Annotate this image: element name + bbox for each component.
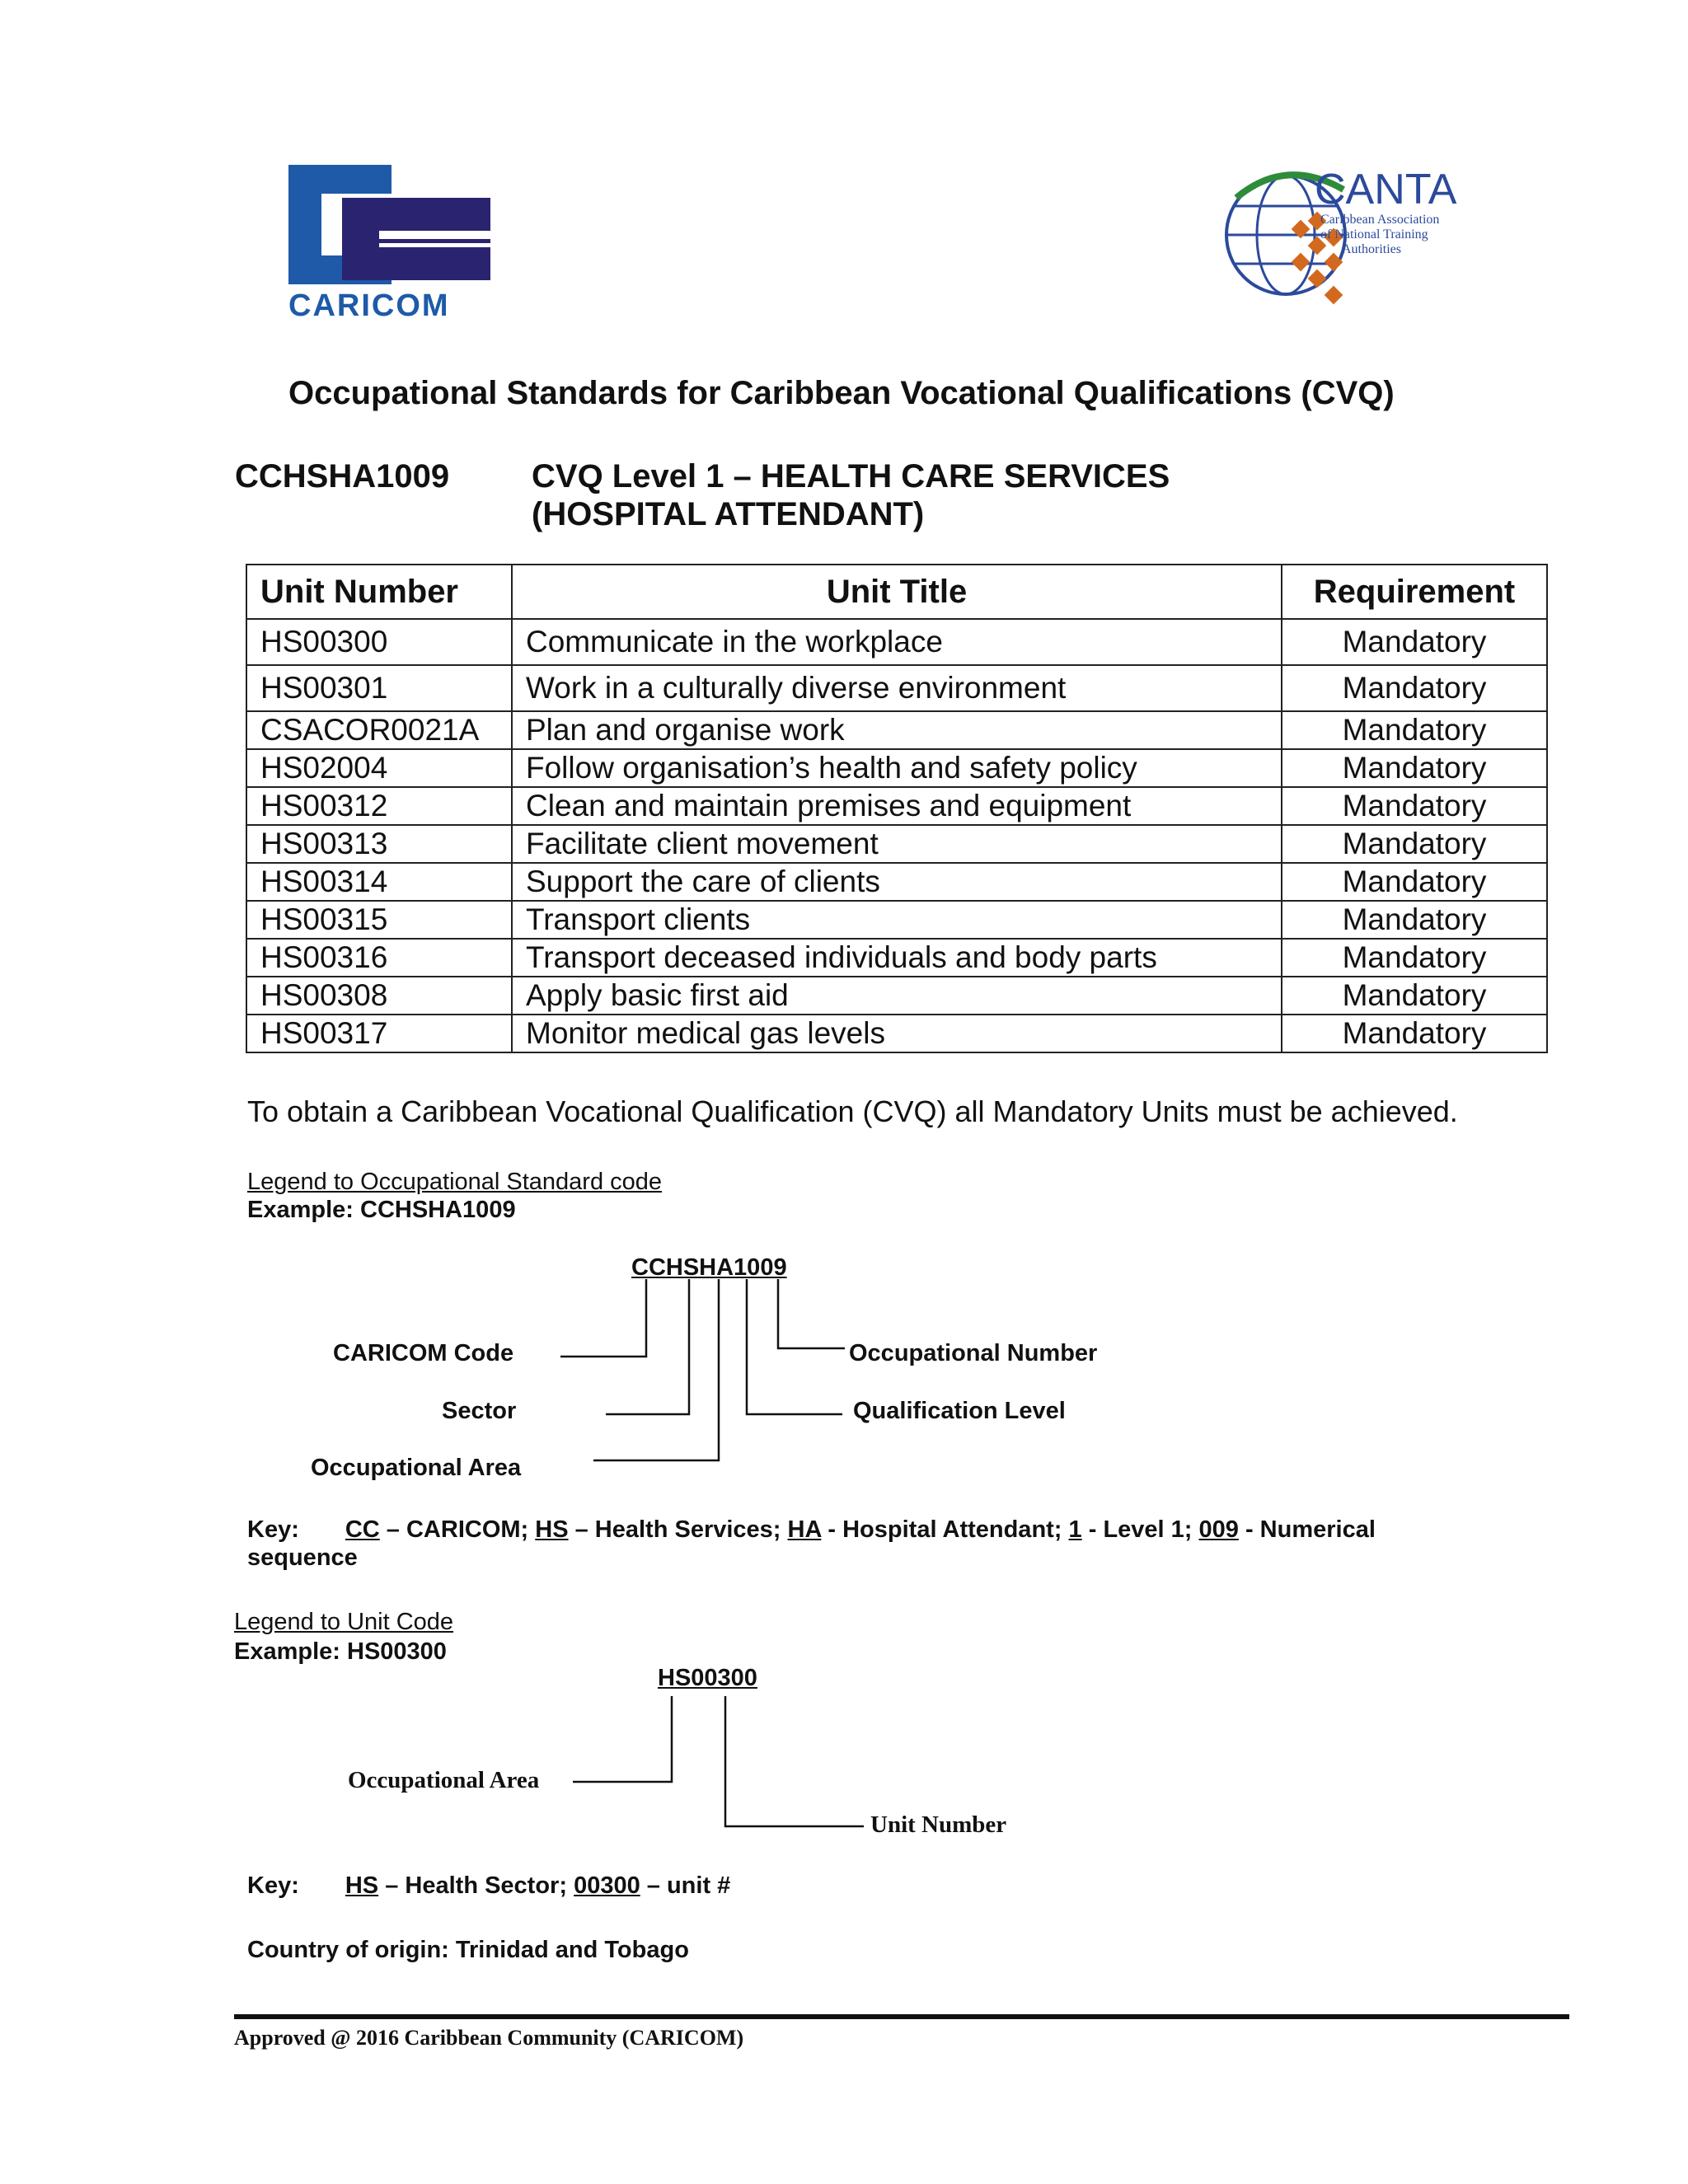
unit-requirement: Mandatory: [1282, 863, 1547, 901]
header-requirement: Requirement: [1282, 565, 1547, 619]
unit-number: HS00312: [246, 787, 512, 825]
legend-standard-example: Example: CCHSHA1009: [247, 1197, 516, 1223]
unit-key: [247, 1872, 730, 1900]
key-hs: HS: [535, 1516, 569, 1543]
key-cc: CC: [345, 1516, 380, 1543]
header-unit-title: Unit Title: [512, 565, 1282, 619]
unit-title: Transport deceased individuals and body parts: [512, 939, 1282, 977]
label-occupational-area: Occupational Area: [311, 1455, 522, 1481]
unit-title: Facilitate client movement: [512, 825, 1282, 863]
unit-title: Support the care of clients: [512, 863, 1282, 901]
unit-title: Work in a culturally diverse environment: [512, 665, 1282, 711]
legend-unit-title: Legend to Unit Code: [234, 1609, 454, 1635]
unit-requirement: Mandatory: [1282, 619, 1547, 665]
unit-number: HS00314: [246, 863, 512, 901]
caricom-logo-text: CARICOM: [288, 288, 450, 323]
unit-number: HS00301: [246, 665, 512, 711]
unit-requirement: Mandatory: [1282, 665, 1547, 711]
unit-requirement: Mandatory: [1282, 787, 1547, 825]
unit-key-num: 00300: [574, 1872, 640, 1899]
canta-logo-subtitle-2: of National Training: [1320, 227, 1428, 241]
label-unit-number: Unit Number: [870, 1811, 1007, 1838]
legend-standard-title: Legend to Occupational Standard code: [247, 1169, 663, 1195]
key-seq-desc: - Numerical: [1238, 1516, 1376, 1543]
key-level-desc: - Level 1;: [1081, 1516, 1199, 1543]
unit-number: HS00317: [246, 1015, 512, 1052]
unit-number: HS00308: [246, 977, 512, 1015]
label-qualification-level: Qualification Level: [853, 1398, 1066, 1424]
unit-key-hs: HS: [345, 1872, 379, 1899]
label-sector: Sector: [442, 1398, 517, 1424]
qualification-title-line1: CVQ Level 1 – HEALTH CARE SERVICES: [532, 458, 1170, 494]
label-occupational-number: Occupational Number: [849, 1340, 1098, 1366]
unit-requirement: Mandatory: [1282, 939, 1547, 977]
unit-number: HS00316: [246, 939, 512, 977]
standard-key: [247, 1516, 1376, 1544]
unit-number: HS00313: [246, 825, 512, 863]
unit-requirement: Mandatory: [1282, 1015, 1547, 1052]
standard-key-label: Key:: [247, 1516, 299, 1543]
canta-logo-text: CANTA: [1315, 166, 1457, 213]
unit-requirement: Mandatory: [1282, 901, 1547, 939]
unit-number: HS00300: [246, 619, 512, 665]
legend-unit-example: Example: HS00300: [234, 1638, 447, 1665]
unit-key-label: Key:: [247, 1872, 299, 1899]
canta-logo-subtitle-3: Authorities: [1342, 242, 1401, 256]
footer-divider: [234, 2014, 1569, 2019]
unit-title: Follow organisation’s health and safety policy: [512, 749, 1282, 787]
key-cc-desc: – CARICOM;: [379, 1516, 536, 1543]
unit-title: Transport clients: [512, 901, 1282, 939]
qualification-title-line2: (HOSPITAL ATTENDANT): [532, 496, 925, 532]
document-title: Occupational Standards for Caribbean Vocational Qualifications (CVQ): [288, 375, 1395, 411]
mandatory-note: To obtain a Caribbean Vocational Qualification (CVQ) all Mandatory Units must be achieved.: [247, 1094, 1458, 1128]
key-ha: HA: [787, 1516, 822, 1543]
label-unit-occupational-area: Occupational Area: [348, 1767, 540, 1793]
key-hs-desc: – Health Services;: [568, 1516, 788, 1543]
standard-key-line2: sequence: [247, 1544, 358, 1571]
label-caricom-code: CARICOM Code: [333, 1340, 514, 1366]
unit-number: HS00315: [246, 901, 512, 939]
footer-approval: Approved @ 2016 Caribbean Community (CARICOM): [234, 2026, 744, 2050]
unit-requirement: Mandatory: [1282, 749, 1547, 787]
qualification-code: CCHSHA1009: [235, 458, 450, 494]
unit-title: Apply basic first aid: [512, 977, 1282, 1015]
unit-title: Communicate in the workplace: [512, 619, 1282, 665]
unit-key-hs-desc: – Health Sector;: [378, 1872, 574, 1899]
country-of-origin: Country of origin: Trinidad and Tobago: [247, 1937, 689, 1963]
header-unit-number: Unit Number: [246, 565, 512, 619]
unit-title: Monitor medical gas levels: [512, 1015, 1282, 1052]
unit-title: Clean and maintain premises and equipment: [512, 787, 1282, 825]
key-ha-desc: - Hospital Attendant;: [821, 1516, 1069, 1543]
key-level: 1: [1068, 1516, 1082, 1543]
unit-requirement: Mandatory: [1282, 825, 1547, 863]
unit-number: HS02004: [246, 749, 512, 787]
unit-title: Plan and organise work: [512, 711, 1282, 749]
unit-requirement: Mandatory: [1282, 711, 1547, 749]
diagram-unit-code: HS00300: [658, 1665, 757, 1691]
unit-key-num-desc: – unit #: [640, 1872, 731, 1899]
canta-logo-subtitle-1: Caribbean Association: [1320, 213, 1440, 227]
unit-number: CSACOR0021A: [246, 711, 512, 749]
key-seq: 009: [1198, 1516, 1239, 1543]
diagram-standard-code: CCHSHA1009: [631, 1254, 787, 1281]
unit-requirement: Mandatory: [1282, 977, 1547, 1015]
